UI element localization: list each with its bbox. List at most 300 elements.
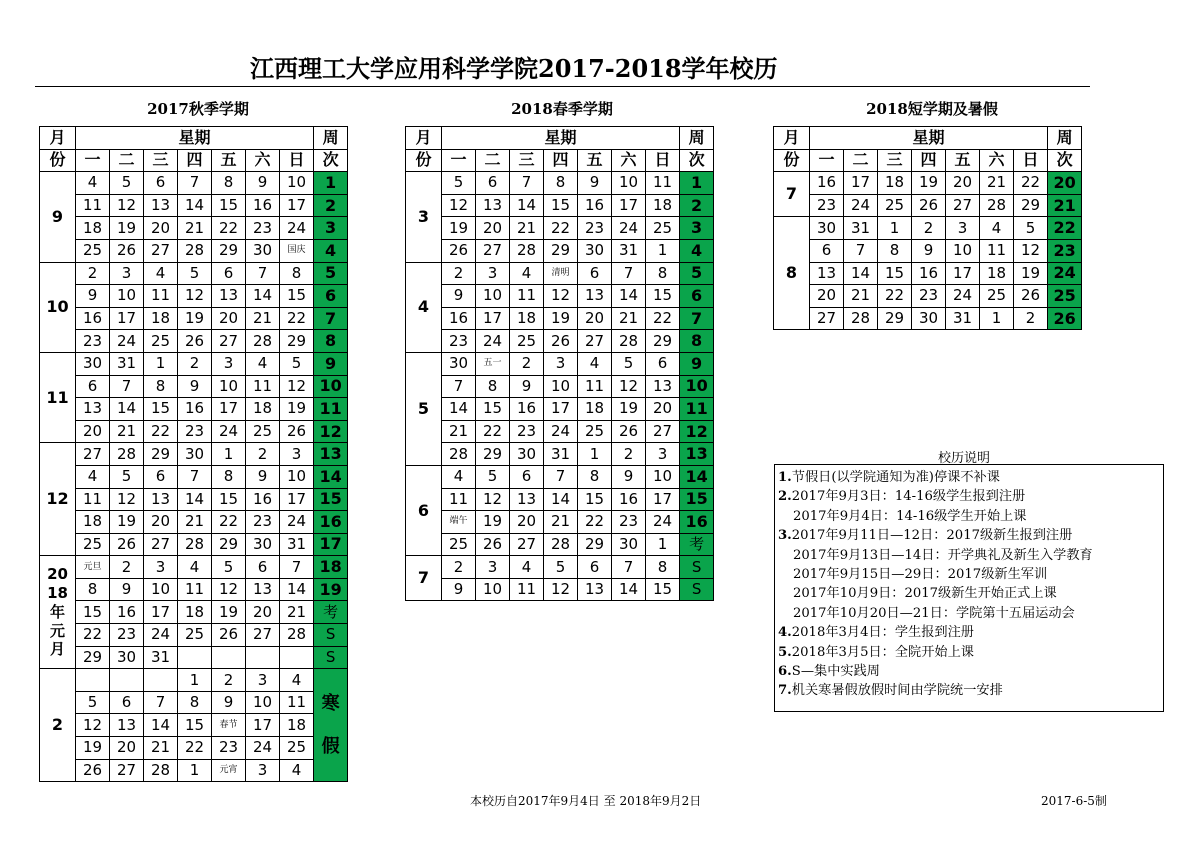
day-cell: 3 xyxy=(110,262,144,285)
day-cell: 14 xyxy=(280,578,314,601)
day-cell: 20 xyxy=(246,601,280,624)
day-header: 二 xyxy=(110,149,144,172)
week-row xyxy=(40,307,348,330)
day-cell: 10 xyxy=(946,239,980,262)
week-row xyxy=(406,488,714,511)
day-cell xyxy=(212,646,246,669)
day-cell: 25 xyxy=(246,420,280,443)
month-cell: 4 xyxy=(406,262,442,352)
day-cell: 21 xyxy=(612,307,646,330)
day-cell: 16 xyxy=(442,307,476,330)
day-cell: 16 xyxy=(246,194,280,217)
note-line xyxy=(775,565,1163,584)
week-number-cell: S xyxy=(314,646,348,669)
week-row xyxy=(406,262,714,285)
month-cell: 2 xyxy=(40,669,76,782)
day-cell: 15 xyxy=(878,262,912,285)
day-cell: 13 xyxy=(212,285,246,308)
day-cell: 3 xyxy=(212,352,246,375)
day-cell: 8 xyxy=(578,465,612,488)
day-cell: 4 xyxy=(578,352,612,375)
day-cell: 17 xyxy=(144,601,178,624)
note-line xyxy=(775,507,1163,526)
day-cell: 11 xyxy=(76,194,110,217)
note-text: 2018年3月5日：全院开始上课 xyxy=(791,644,974,660)
note-number: 4. xyxy=(778,625,792,641)
day-cell: 25 xyxy=(646,217,680,240)
day-cell: 23 xyxy=(246,217,280,240)
note-number: 3. xyxy=(778,528,792,544)
day-cell: 22 xyxy=(878,285,912,308)
day-cell: 19 xyxy=(476,511,510,534)
day-cell: 6 xyxy=(246,556,280,579)
winter-break-cell: 寒假 xyxy=(314,669,348,782)
note-text: 2017年9月11日—12日：2017级新生报到注册 xyxy=(791,528,1073,544)
month-cell: 10 xyxy=(40,262,76,352)
day-cell: 4 xyxy=(280,759,314,782)
day-cell: 29 xyxy=(476,443,510,466)
holiday-cell: 元宵 xyxy=(212,759,246,782)
day-cell: 26 xyxy=(110,239,144,262)
day-cell: 29 xyxy=(212,239,246,262)
day-cell: 25 xyxy=(578,420,612,443)
week-row xyxy=(40,443,348,466)
week-row xyxy=(774,172,1082,195)
day-cell: 21 xyxy=(178,511,212,534)
note-number: 7. xyxy=(778,683,792,699)
day-cell: 15 xyxy=(578,488,612,511)
day-cell: 18 xyxy=(76,511,110,534)
week-number-cell: 3 xyxy=(314,217,348,240)
week-row xyxy=(774,262,1082,285)
week-row xyxy=(40,285,348,308)
day-cell: 11 xyxy=(144,285,178,308)
day-cell: 25 xyxy=(76,239,110,262)
day-cell: 29 xyxy=(578,533,612,556)
day-cell: 17 xyxy=(476,307,510,330)
day-cell: 31 xyxy=(844,217,878,240)
notes-title: 校历说明 xyxy=(938,451,991,466)
week-number-cell: 4 xyxy=(314,239,348,262)
calendar-spring xyxy=(405,126,714,601)
day-cell: 28 xyxy=(442,443,476,466)
day-cell: 27 xyxy=(144,239,178,262)
week-number-cell: 26 xyxy=(1048,307,1082,330)
week-number-cell: 6 xyxy=(680,285,714,308)
day-cell: 11 xyxy=(246,375,280,398)
day-cell: 13 xyxy=(110,714,144,737)
month-cell: 12 xyxy=(40,443,76,556)
week-number-cell: 15 xyxy=(314,488,348,511)
month-header: 份 xyxy=(40,149,76,172)
day-cell: 15 xyxy=(544,194,578,217)
day-cell: 19 xyxy=(178,307,212,330)
day-cell: 10 xyxy=(280,465,314,488)
day-header: 日 xyxy=(1014,149,1048,172)
day-cell: 26 xyxy=(280,420,314,443)
day-cell: 13 xyxy=(578,285,612,308)
day-header: 日 xyxy=(280,149,314,172)
day-cell: 23 xyxy=(246,511,280,534)
day-header: 二 xyxy=(476,149,510,172)
day-cell: 3 xyxy=(476,262,510,285)
day-cell: 19 xyxy=(912,172,946,195)
day-cell: 30 xyxy=(578,239,612,262)
day-cell: 2 xyxy=(246,443,280,466)
note-text: 2018年3月4日：学生报到注册 xyxy=(791,625,974,641)
day-cell: 2 xyxy=(212,669,246,692)
holiday-cell: 春节 xyxy=(212,714,246,737)
week-row xyxy=(406,194,714,217)
day-cell: 4 xyxy=(178,556,212,579)
week-number-cell: 4 xyxy=(680,239,714,262)
day-cell: 3 xyxy=(544,352,578,375)
day-cell: 1 xyxy=(646,533,680,556)
week-row xyxy=(40,737,348,760)
day-cell: 16 xyxy=(612,488,646,511)
day-cell: 19 xyxy=(110,217,144,240)
day-cell: 16 xyxy=(178,398,212,421)
day-cell: 12 xyxy=(76,714,110,737)
day-cell: 23 xyxy=(178,420,212,443)
week-row xyxy=(406,511,714,534)
day-cell: 13 xyxy=(144,194,178,217)
week-number-cell: 11 xyxy=(314,398,348,421)
day-cell: 14 xyxy=(510,194,544,217)
note-text: 2017年9月13日—14日：开学典礼及新生入学教育 xyxy=(793,547,1093,563)
day-cell: 25 xyxy=(280,737,314,760)
day-cell: 17 xyxy=(844,172,878,195)
day-cell: 9 xyxy=(442,285,476,308)
day-cell: 8 xyxy=(544,172,578,195)
day-cell: 8 xyxy=(144,375,178,398)
semester-title-autumn: 2017秋季学期 xyxy=(147,100,249,118)
day-cell: 4 xyxy=(980,217,1014,240)
day-cell: 2 xyxy=(110,556,144,579)
day-cell: 27 xyxy=(810,307,844,330)
day-header: 三 xyxy=(144,149,178,172)
week-number-cell: 10 xyxy=(680,375,714,398)
day-cell: 3 xyxy=(476,556,510,579)
day-cell: 24 xyxy=(544,420,578,443)
day-cell: 24 xyxy=(844,194,878,217)
day-cell: 18 xyxy=(878,172,912,195)
day-cell: 26 xyxy=(912,194,946,217)
day-cell: 16 xyxy=(76,307,110,330)
week-number-cell: 8 xyxy=(680,330,714,353)
day-cell: 15 xyxy=(646,285,680,308)
day-cell: 3 xyxy=(246,759,280,782)
day-cell: 30 xyxy=(810,217,844,240)
day-cell: 24 xyxy=(612,217,646,240)
day-cell: 9 xyxy=(510,375,544,398)
day-cell: 13 xyxy=(810,262,844,285)
day-cell: 17 xyxy=(246,714,280,737)
week-row xyxy=(40,759,348,782)
day-cell: 29 xyxy=(76,646,110,669)
day-cell: 8 xyxy=(646,262,680,285)
note-line xyxy=(775,584,1163,603)
day-cell: 27 xyxy=(510,533,544,556)
day-cell: 4 xyxy=(280,669,314,692)
day-cell: 12 xyxy=(544,285,578,308)
week-row xyxy=(406,556,714,579)
week-row xyxy=(406,443,714,466)
note-text: 2017年10月20日—21日：学院第十五届运动会 xyxy=(793,605,1075,621)
day-cell: 30 xyxy=(76,352,110,375)
day-cell: 1 xyxy=(178,759,212,782)
day-cell: 19 xyxy=(1014,262,1048,285)
week-row xyxy=(40,691,348,714)
day-cell: 2 xyxy=(178,352,212,375)
week-row xyxy=(40,352,348,375)
day-cell: 19 xyxy=(280,398,314,421)
day-cell: 17 xyxy=(544,398,578,421)
day-cell: 29 xyxy=(646,330,680,353)
day-cell: 29 xyxy=(544,239,578,262)
day-cell: 23 xyxy=(578,217,612,240)
week-number-cell: 1 xyxy=(680,172,714,195)
day-header: 五 xyxy=(578,149,612,172)
day-cell: 9 xyxy=(442,578,476,601)
week-number-cell: 18 xyxy=(314,556,348,579)
day-cell: 10 xyxy=(280,172,314,195)
day-cell: 15 xyxy=(212,194,246,217)
day-cell: 18 xyxy=(76,217,110,240)
day-cell: 7 xyxy=(612,556,646,579)
week-row xyxy=(40,420,348,443)
day-cell: 24 xyxy=(110,330,144,353)
day-cell: 6 xyxy=(476,172,510,195)
month-header: 份 xyxy=(774,149,810,172)
day-cell: 13 xyxy=(246,578,280,601)
week-number-cell: 7 xyxy=(680,307,714,330)
day-cell: 19 xyxy=(110,511,144,534)
day-cell: 12 xyxy=(476,488,510,511)
day-cell: 20 xyxy=(110,737,144,760)
holiday-cell: 清明 xyxy=(544,262,578,285)
day-cell: 2 xyxy=(612,443,646,466)
week-number-cell: 22 xyxy=(1048,217,1082,240)
day-cell xyxy=(178,646,212,669)
day-cell: 10 xyxy=(246,691,280,714)
day-cell: 5 xyxy=(1014,217,1048,240)
day-cell: 26 xyxy=(178,330,212,353)
week-number-cell: 5 xyxy=(314,262,348,285)
week-row xyxy=(406,420,714,443)
week-number-cell: 2 xyxy=(314,194,348,217)
day-cell: 14 xyxy=(442,398,476,421)
week-number-cell: 考 xyxy=(680,533,714,556)
day-cell: 5 xyxy=(76,691,110,714)
day-cell: 31 xyxy=(110,352,144,375)
day-cell: 31 xyxy=(612,239,646,262)
day-cell: 22 xyxy=(212,511,246,534)
day-cell: 26 xyxy=(110,533,144,556)
month-cell: 8 xyxy=(774,217,810,330)
day-cell: 20 xyxy=(476,217,510,240)
day-cell: 5 xyxy=(178,262,212,285)
week-number-cell: 5 xyxy=(680,262,714,285)
day-cell: 26 xyxy=(212,624,246,647)
day-cell: 12 xyxy=(110,488,144,511)
weekday-header: 星期 xyxy=(76,127,314,150)
day-cell: 10 xyxy=(110,285,144,308)
week-number-cell: 10 xyxy=(314,375,348,398)
day-cell: 11 xyxy=(510,285,544,308)
day-cell: 8 xyxy=(76,578,110,601)
day-cell: 10 xyxy=(212,375,246,398)
week-number-cell: 14 xyxy=(680,465,714,488)
week-row xyxy=(406,398,714,421)
day-cell xyxy=(246,646,280,669)
day-cell: 6 xyxy=(76,375,110,398)
day-cell: 3 xyxy=(144,556,178,579)
week-number-cell: 12 xyxy=(680,420,714,443)
day-cell: 29 xyxy=(878,307,912,330)
day-cell: 21 xyxy=(144,737,178,760)
day-cell: 4 xyxy=(76,465,110,488)
day-cell: 29 xyxy=(280,330,314,353)
week-row xyxy=(406,465,714,488)
day-cell: 18 xyxy=(510,307,544,330)
week-row xyxy=(40,669,348,692)
weekday-header: 星期 xyxy=(442,127,680,150)
day-cell: 15 xyxy=(476,398,510,421)
week-row xyxy=(40,556,348,579)
day-cell: 22 xyxy=(544,217,578,240)
day-cell: 5 xyxy=(110,465,144,488)
note-text: 2017年9月3日：14-16级学生报到注册 xyxy=(791,489,1026,505)
day-cell: 10 xyxy=(646,465,680,488)
day-cell: 6 xyxy=(144,172,178,195)
note-text: 机关寒暑假放假时间由学院统一安排 xyxy=(791,683,1003,699)
day-cell: 22 xyxy=(280,307,314,330)
day-cell: 2 xyxy=(510,352,544,375)
week-row xyxy=(40,533,348,556)
day-cell: 5 xyxy=(212,556,246,579)
day-cell: 23 xyxy=(810,194,844,217)
week-row xyxy=(40,646,348,669)
day-header: 六 xyxy=(612,149,646,172)
day-cell: 1 xyxy=(980,307,1014,330)
day-cell: 26 xyxy=(612,420,646,443)
day-cell: 15 xyxy=(212,488,246,511)
day-cell: 15 xyxy=(280,285,314,308)
day-cell: 19 xyxy=(76,737,110,760)
day-cell: 27 xyxy=(476,239,510,262)
week-header: 次 xyxy=(1048,149,1082,172)
week-header: 周 xyxy=(680,127,714,150)
week-number-cell: S xyxy=(314,624,348,647)
week-number-cell: 24 xyxy=(1048,262,1082,285)
note-text: 2017年9月15日—29日：2017级新生军训 xyxy=(793,566,1048,582)
week-row xyxy=(40,714,348,737)
day-cell: 8 xyxy=(646,556,680,579)
day-header: 四 xyxy=(178,149,212,172)
day-cell: 3 xyxy=(280,443,314,466)
day-cell: 12 xyxy=(442,194,476,217)
day-cell: 24 xyxy=(246,737,280,760)
day-cell: 8 xyxy=(476,375,510,398)
day-cell: 1 xyxy=(212,443,246,466)
day-cell: 19 xyxy=(442,217,476,240)
month-header: 份 xyxy=(406,149,442,172)
day-cell: 15 xyxy=(144,398,178,421)
day-cell: 13 xyxy=(476,194,510,217)
week-number-cell: 21 xyxy=(1048,194,1082,217)
day-header: 六 xyxy=(980,149,1014,172)
day-cell: 29 xyxy=(212,533,246,556)
day-header: 日 xyxy=(646,149,680,172)
day-cell: 17 xyxy=(110,307,144,330)
day-cell: 26 xyxy=(76,759,110,782)
week-row xyxy=(406,352,714,375)
week-row xyxy=(40,262,348,285)
day-cell: 21 xyxy=(110,420,144,443)
page-title: 江西理工大学应用科学学院2017-2018学年校历 xyxy=(250,54,778,83)
day-cell: 7 xyxy=(544,465,578,488)
day-cell: 11 xyxy=(510,578,544,601)
day-cell: 30 xyxy=(110,646,144,669)
day-cell xyxy=(280,646,314,669)
semester-title-summer: 2018短学期及暑假 xyxy=(866,100,998,118)
week-row xyxy=(774,307,1082,330)
day-cell: 27 xyxy=(578,330,612,353)
day-cell: 19 xyxy=(544,307,578,330)
day-cell: 27 xyxy=(212,330,246,353)
day-cell: 31 xyxy=(544,443,578,466)
day-cell: 15 xyxy=(178,714,212,737)
day-cell: 17 xyxy=(280,194,314,217)
week-number-cell: 1 xyxy=(314,172,348,195)
week-number-cell: 13 xyxy=(680,443,714,466)
day-cell: 17 xyxy=(946,262,980,285)
day-header: 六 xyxy=(246,149,280,172)
week-number-cell: S xyxy=(680,556,714,579)
note-line xyxy=(775,487,1163,506)
day-cell: 13 xyxy=(510,488,544,511)
day-cell: 28 xyxy=(612,330,646,353)
month-header: 月 xyxy=(406,127,442,150)
day-cell: 1 xyxy=(178,669,212,692)
day-cell: 28 xyxy=(280,624,314,647)
day-cell: 6 xyxy=(578,556,612,579)
note-number: 2. xyxy=(778,489,792,505)
week-number-cell: 3 xyxy=(680,217,714,240)
day-cell: 30 xyxy=(510,443,544,466)
month-cell: 9 xyxy=(40,172,76,262)
day-cell: 6 xyxy=(578,262,612,285)
week-row xyxy=(40,172,348,195)
day-cell: 7 xyxy=(110,375,144,398)
day-cell: 12 xyxy=(1014,239,1048,262)
day-cell: 18 xyxy=(246,398,280,421)
day-cell: 9 xyxy=(612,465,646,488)
day-cell: 18 xyxy=(980,262,1014,285)
note-text: 2017年10月9日：2017级新生开始正式上课 xyxy=(793,586,1057,602)
day-cell: 25 xyxy=(510,330,544,353)
day-header: 三 xyxy=(510,149,544,172)
day-cell: 13 xyxy=(144,488,178,511)
day-cell: 9 xyxy=(578,172,612,195)
day-cell: 22 xyxy=(178,737,212,760)
day-cell: 14 xyxy=(544,488,578,511)
day-header: 一 xyxy=(810,149,844,172)
day-cell: 18 xyxy=(280,714,314,737)
day-cell: 25 xyxy=(76,533,110,556)
day-cell: 15 xyxy=(76,601,110,624)
